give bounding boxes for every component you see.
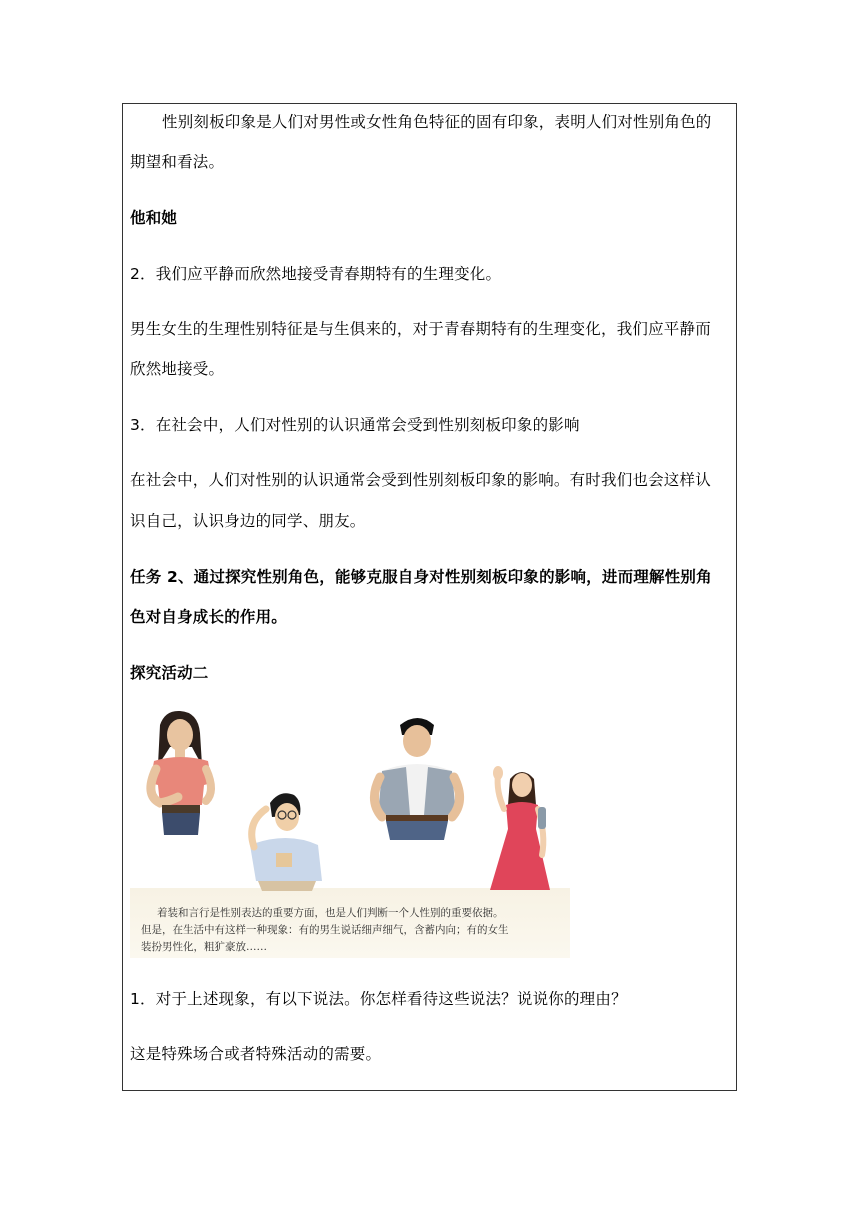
man-in-vest (374, 718, 459, 840)
girl-in-red-dress (490, 766, 550, 890)
illustration-caption-line3: 装扮男性化，粗犷豪放…… (141, 941, 267, 953)
item-2: 2．我们应平静而欣然地接受青春期特有的生理变化。 (130, 265, 502, 283)
answer-1: 这是特殊场合或者特殊活动的需要。 (130, 1045, 382, 1063)
boy-with-glasses (250, 793, 322, 891)
paragraph-definition-line1: 性别刻板印象是人们对男性或女性角色特征的固有印象，表明人们对性别角色的 (162, 113, 712, 131)
paragraph-3-line2: 识自己，认识身边的同学、朋友。 (130, 512, 366, 530)
heading-ta-he-ta: 他和她 (130, 209, 178, 227)
question-1: 1．对于上述现象，有以下说法。你怎样看待这些说法？说说你的理由？ (130, 990, 627, 1008)
woman-in-pink-top (150, 711, 212, 835)
activity-2-heading: 探究活动二 (130, 664, 209, 682)
paragraph-2-line2: 欣然地接受。 (130, 360, 225, 378)
task-2-line1: 任务 2、通过探究性别角色，能够克服自身对性别刻板印象的影响，进而理解性别角 (130, 568, 712, 586)
item-3: 3．在社会中，人们对性别的认识通常会受到性别刻板印象的影响 (130, 416, 580, 434)
paragraph-2-line1: 男生女生的生理性别特征是与生俱来的，对于青春期特有的生理变化，我们应平静而 (130, 320, 711, 338)
illustration-caption-line1: 着装和言行是性别表达的重要方面，也是人们判断一个人性别的重要依据。 (157, 907, 504, 919)
task-2-line2: 色对自身成长的作用。 (130, 608, 288, 626)
paragraph-3-line1: 在社会中，人们对性别的认识通常会受到性别刻板印象的影响。有时我们也会这样认 (130, 471, 711, 489)
illustration-caption-line2: 但是，在生活中有这样一种现象：有的男生说话细声细气，含蓄内向；有的女生 (141, 924, 509, 936)
paragraph-definition-line2: 期望和看法。 (130, 153, 225, 171)
